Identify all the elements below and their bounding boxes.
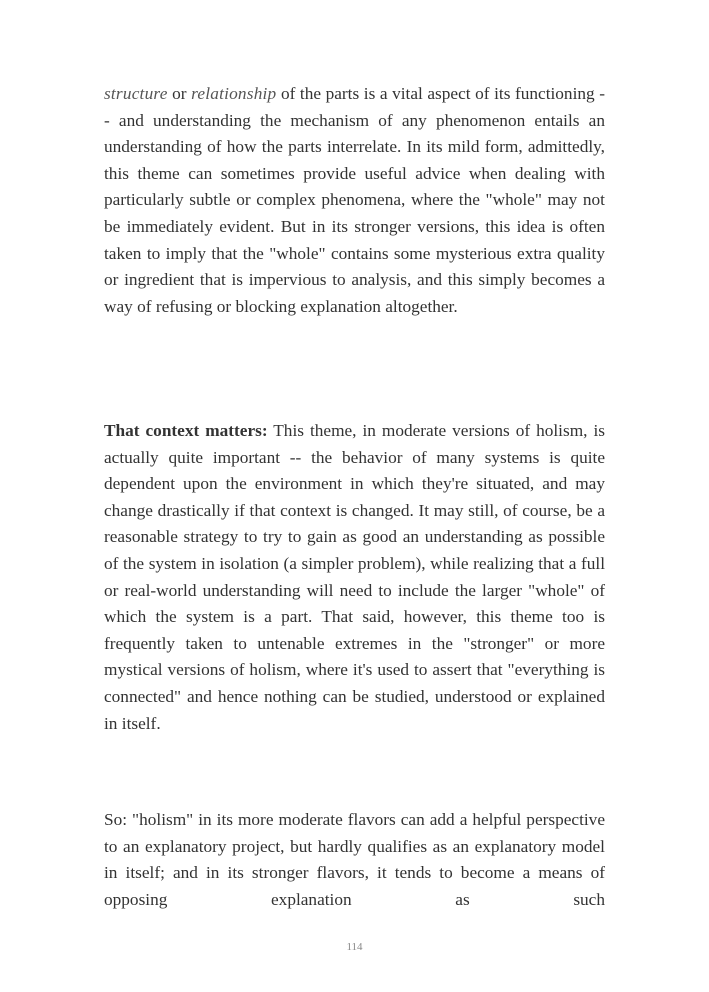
text-segment: or [167, 84, 192, 103]
paragraph-structure [104, 81, 605, 320]
italic-term: relationship [191, 84, 277, 103]
paragraph-heading: That context matters: [104, 421, 268, 440]
text-segment: This theme, in moderate versions of holism, is actually quite important -- the behavior of many systems is quite dependent upon the environment in which they're situated, and may change drastically if that context is changed. It may still, of course, be a reasonable strategy to try to gain as good an understanding as possible of the system in isolation (a simpler problem), while realizing that a full or real-world understanding will need to include the larger "whole" of which the system is a part. That said, however, this theme too is frequently taken to untenable extremes in the "stronger" or more mystical versions of holism, where it's used to assert that "everything is connected" and hence nothing can be studied, understood or explained in itself. [104, 421, 605, 733]
text-segment: of the parts is a vital aspect of its functioning -- and understanding the mechanism of any phenomenon entails an understanding of how the parts interrelate. In its mild form, admittedly, this theme can sometimes provide useful advice when dealing with particularly subtle or complex phenomena, where the "whole" may not be immediately evident. But in its stronger versions, this idea is often taken to imply that the "whole" contains some mysterious extra quality or ingredient that is impervious to analysis, and this simply becomes a way of refusing or blocking explanation altogether. [104, 84, 605, 316]
italic-term: structure [104, 84, 168, 103]
page-number: 114 [346, 941, 363, 953]
text-segment: So: "holism" in its more moderate flavors can add a helpful perspective to an explanatory project, but hardly qualifies as an explanatory model in itself; and in its stronger flavors, it tends to become a means of opposing explanation as such [104, 810, 605, 909]
paragraph-context-matters [104, 418, 605, 737]
paragraph-conclusion [104, 807, 605, 913]
